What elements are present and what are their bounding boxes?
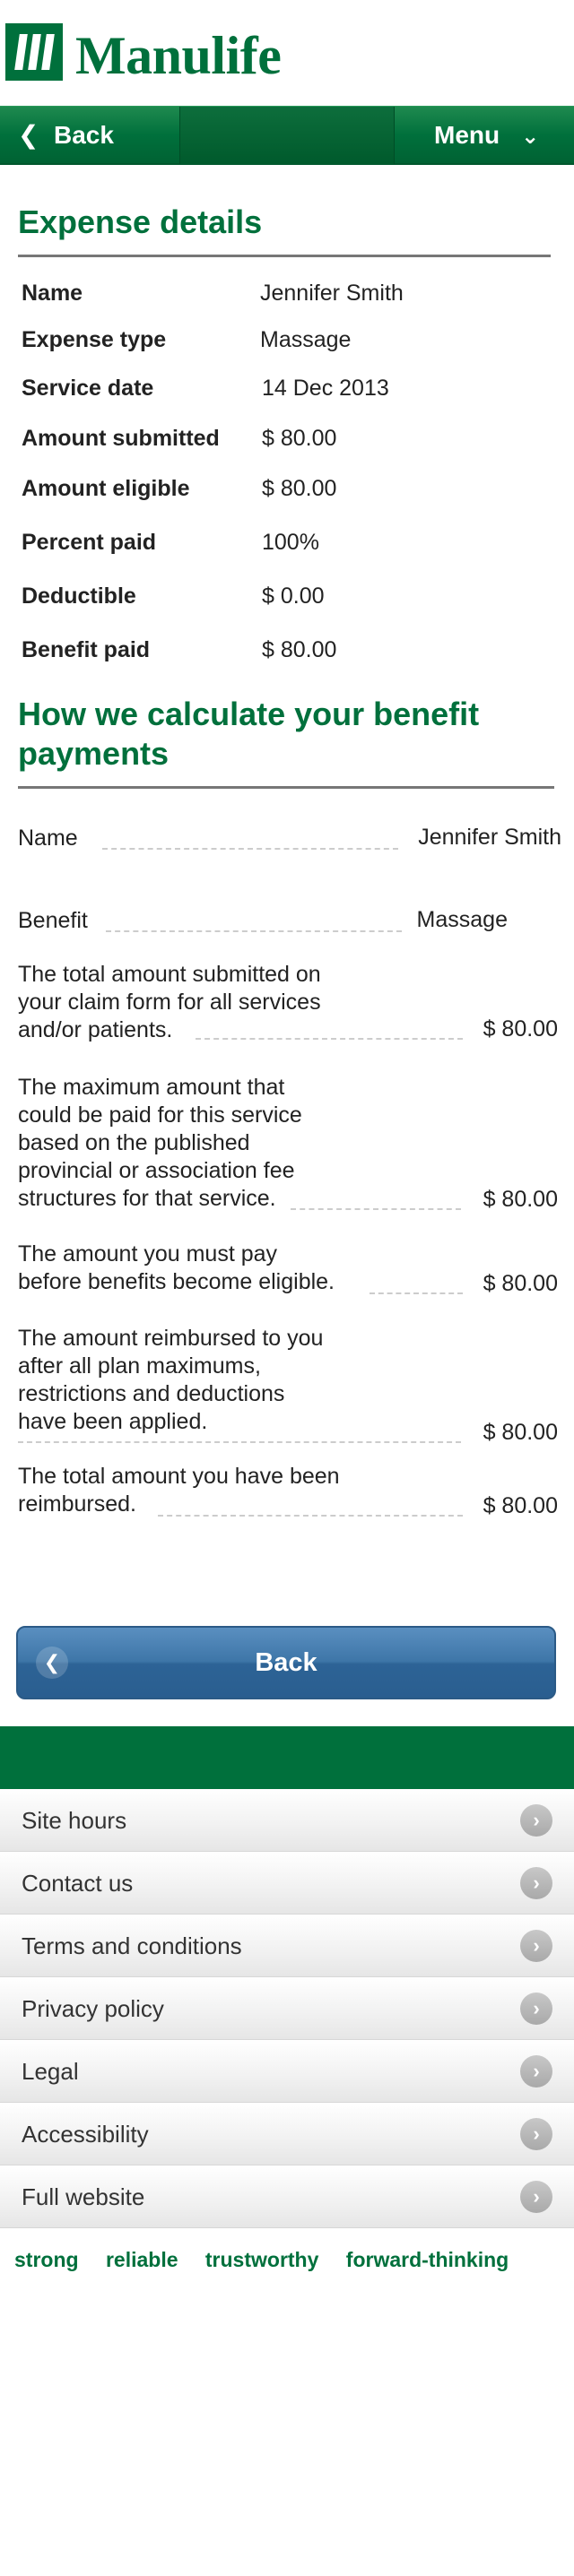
detail-label: Benefit paid [22,637,151,662]
footer-link-label: Contact us [22,1870,134,1897]
footer-link-label: Full website [22,2183,145,2210]
nav-title-area [179,107,395,164]
calc-label: Name [18,826,78,851]
chevron-down-icon: ⌄ [521,125,540,149]
footer-links [0,1789,574,2228]
calc-value: $ 80.00 [483,1271,558,1296]
calc-text-line: The maximum amount that [18,1075,285,1100]
detail-value: Jennifer Smith [260,281,404,306]
calc-text-line: restrictions and deductions [18,1381,285,1406]
back-button-label: Back [255,1648,317,1677]
detail-row-service-date [0,376,574,426]
footer-link-label: Privacy policy [22,1995,164,2022]
detail-row-deductible [0,583,574,637]
detail-value: 100% [262,530,319,555]
chevron-right-circle-icon: › [520,2055,552,2088]
calculation-title-line1: How we calculate your benefit [18,696,480,732]
expense-details-title: Expense details [18,203,263,240]
calc-text-line: have been applied. [18,1409,208,1434]
nav-back-label: Back [54,121,114,149]
calc-description [18,1240,335,1296]
footer-link-label: Legal [22,2058,79,2085]
nav-bar [0,106,574,165]
footer-link-site-hours[interactable] [0,1789,574,1852]
calculation-title [0,695,574,774]
footer-link-label: Site hours [22,1807,127,1834]
calc-description [18,1463,340,1518]
detail-label: Amount submitted [22,426,220,451]
calc-description [18,1325,323,1436]
calc-text-line: structures for that service. [18,1186,276,1211]
calc-text-line: before benefits become eligible. [18,1269,335,1294]
calc-row-submitted [0,961,574,1074]
detail-label: Expense type [22,327,167,352]
header [0,0,574,106]
calc-text-line: The total amount submitted on [18,962,321,987]
dotted-leader [196,1038,463,1040]
calc-row-eligible [0,1074,574,1240]
calc-text-line: reimbursed. [18,1491,136,1517]
chevron-right-circle-icon: › [520,2181,552,2213]
chevron-left-icon: ❮ [36,1647,68,1679]
calculation-title-line2: payments [18,735,170,772]
tagline-word: forward-thinking [345,2248,509,2271]
calc-row-total [0,1463,574,1534]
footer-link-legal[interactable] [0,2040,574,2103]
nav-menu-label: Menu [434,121,500,149]
divider [18,786,554,789]
detail-value: $ 80.00 [262,476,337,501]
calc-row-benefit [0,907,574,961]
footer-link-label: Terms and conditions [22,1932,242,1959]
detail-value: $ 80.00 [262,637,337,662]
calc-label: Benefit [18,908,88,933]
calc-value: $ 80.00 [483,1420,558,1445]
manulife-logo-icon[interactable] [5,23,63,81]
chevron-right-circle-icon: › [520,2118,552,2150]
detail-row-name [0,281,574,327]
tagline-word: trustworthy [204,2248,319,2271]
dotted-leader [102,848,398,850]
calc-text-line: and/or patients. [18,1017,173,1042]
detail-value: Massage [260,327,352,352]
detail-row-amount-submitted [0,426,574,476]
tagline-word: strong [14,2248,79,2271]
calc-row-deductible [0,1240,574,1325]
calc-value: $ 80.00 [483,1016,558,1042]
chevron-right-circle-icon: › [520,1993,552,2025]
calc-text-line: The amount you must pay [18,1241,278,1266]
calc-text-line: your claim form for all services [18,990,321,1015]
detail-row-percent-paid [0,530,574,583]
calc-row-reimbursed [0,1325,574,1463]
calc-description [18,961,321,1044]
detail-value: 14 Dec 2013 [262,376,389,401]
dotted-leader [370,1292,463,1294]
divider [18,255,551,257]
main-content [0,165,574,1534]
calc-value: Massage [416,907,508,932]
detail-value: $ 0.00 [262,583,325,609]
chevron-left-icon: ❮ [18,121,39,149]
dotted-leader [18,1441,461,1443]
detail-label: Deductible [22,583,136,609]
detail-value: $ 80.00 [262,426,337,451]
detail-label: Name [22,281,83,306]
footer-link-accessibility[interactable] [0,2103,574,2165]
brand-name[interactable]: Manulife [75,26,282,85]
detail-row-benefit-paid [0,637,574,687]
calc-value: $ 80.00 [483,1493,558,1518]
calc-value: Jennifer Smith [418,825,561,850]
calculation-list [0,825,574,1534]
chevron-right-circle-icon: › [520,1930,552,1962]
calc-text-line: provincial or association fee [18,1158,295,1183]
calc-text-line: could be paid for this service [18,1102,302,1128]
back-button[interactable] [16,1626,556,1699]
chevron-right-circle-icon: › [520,1867,552,1899]
calc-value: $ 80.00 [483,1187,558,1212]
calc-text-line: based on the published [18,1130,250,1155]
dotted-leader [291,1208,461,1210]
calc-text-line: after all plan maximums, [18,1353,261,1379]
detail-row-expense-type [0,327,574,376]
detail-label: Percent paid [22,530,157,555]
dotted-leader [158,1515,463,1517]
footer-link-label: Accessibility [22,2121,149,2148]
detail-label: Amount eligible [22,476,190,501]
detail-row-amount-eligible [0,476,574,530]
calc-text-line: The total amount you have been [18,1464,340,1489]
calc-row-name [0,825,574,907]
brand-tagline [14,2248,530,2272]
detail-label: Service date [22,376,154,401]
tagline-word: reliable [105,2248,178,2271]
dotted-leader [106,930,402,932]
calc-text-line: The amount reimbursed to you [18,1326,324,1351]
footer-band [0,1726,574,1789]
nav-back-button[interactable] [0,107,179,164]
chevron-right-circle-icon: › [520,1804,552,1837]
footer-link-full-website[interactable] [0,2165,574,2228]
expense-details-list [0,281,574,687]
footer-link-privacy[interactable] [0,1977,574,2040]
calc-description [18,1074,302,1213]
footer-link-contact-us[interactable] [0,1852,574,1915]
footer-link-terms[interactable] [0,1915,574,1977]
nav-menu-button[interactable] [395,107,574,164]
